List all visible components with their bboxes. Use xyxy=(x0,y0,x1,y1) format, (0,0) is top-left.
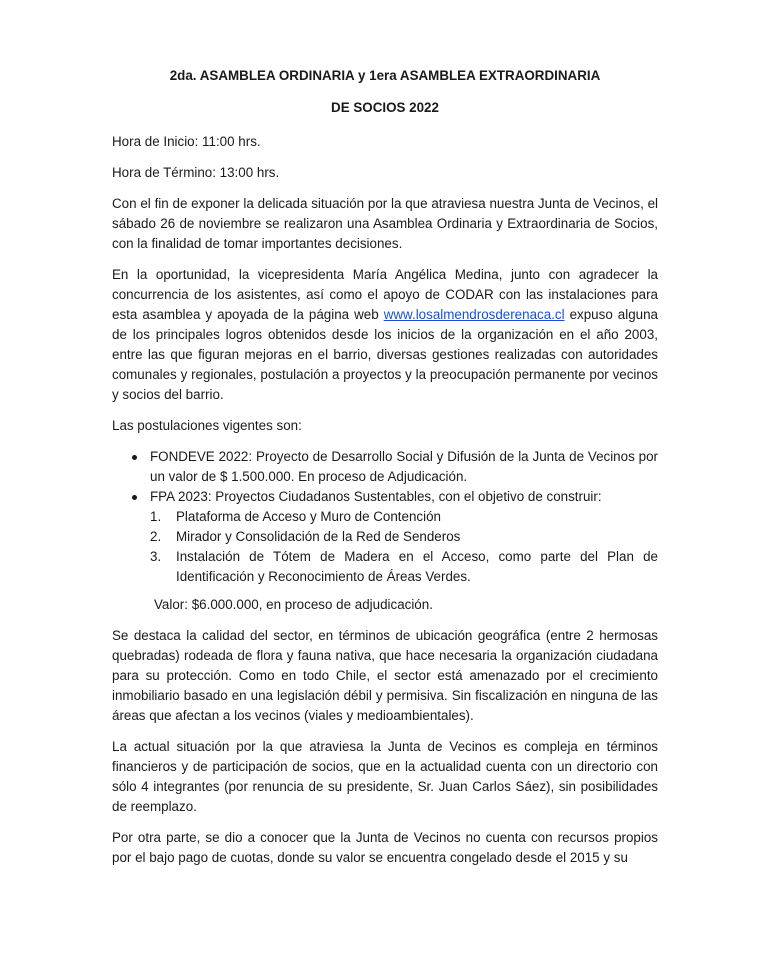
fpa-sublist xyxy=(150,507,658,587)
sublist-item xyxy=(150,547,658,587)
paragraph-vicepresident xyxy=(112,265,658,405)
paragraph-intro: Con el fin de exponer la delicada situación por la que atraviesa nuestra Junta de Vecinos, el sábado 26 de noviembre se realizaron una Asamblea Ordinaria y Extraordinaria de Socios, con la finalidad de tomar importantes decisiones. xyxy=(112,196,658,251)
document-title-line1: 2da. ASAMBLEA ORDINARIA y 1era ASAMBLEA EXTRAORDINARIA xyxy=(169,68,601,83)
document-title-line2: DE SOCIOS 2022 xyxy=(331,100,439,115)
sublist-item xyxy=(150,507,658,527)
sublist-item xyxy=(150,527,658,547)
paragraph-vicepresident-text-b: expuso alguna de los principales logros obtenidos desde los inicios de la organización en el año 2003, entre las que figuran mejoras en el barrio, diversas gestiones realizadas con autoridades comunales y regionales, postulación a proyectos y la preocupación permanente por vecinos y socios del barrio. xyxy=(112,307,658,402)
sublist-text: Mirador y Consolidación de la Red de Senderos xyxy=(176,529,461,544)
sublist-text: Plataforma de Acceso y Muro de Contención xyxy=(176,509,441,524)
paragraph-vicepresident-text-a: En la oportunidad, la vicepresidenta María Angélica Medina, junto con agradecer la concurrencia de los asistentes, así como el apoyo de CODAR con las instalaciones para esta asamblea y apoyada de la página web xyxy=(112,267,658,322)
paragraph-situation: La actual situación por la que atraviesa la Junta de Vecinos es compleja en términos financieros y de participación de socios, que en la actualidad cuenta con un directorio con sólo 4 integrantes (por renuncia de su presidente, Sr. Juan Carlos Sáez), sin posibilidades de reemplazo. xyxy=(112,739,658,814)
postulaciones-list xyxy=(112,447,658,587)
paragraph-resources: Por otra parte, se dio a conocer que la Junta de Vecinos no cuenta con recursos propios por el bajo pago de cuotas, donde su valor se encuentra congelado desde el 2015 y su xyxy=(112,830,658,865)
sublist-number: 3. xyxy=(150,549,162,564)
postulaciones-heading: Las postulaciones vigentes son: xyxy=(112,418,302,433)
website-link[interactable]: www.losalmendrosderenaca.cl xyxy=(383,307,565,322)
paragraph-sector: Se destaca la calidad del sector, en términos de ubicación geográfica (entre 2 hermosas quebradas) rodeada de flora y fauna nativa, que hace necesaria la organización ciudadana para su protección. Como en todo Chile, el sector está amenazado por el crecimiento inmobiliario basado en una legislación débil y permisiva. Sin fiscalización en ninguna de las áreas que afectan a los vecinos (viales y medioambientales). xyxy=(112,628,658,723)
fpa-value: Valor: $6.000.000, en proceso de adjudicación. xyxy=(154,597,433,612)
sublist-text: Instalación de Tótem de Madera en el Acceso, como parte del Plan de Identificación y Reconocimiento de Áreas Verdes. xyxy=(176,549,658,584)
sublist-number: 1. xyxy=(150,509,162,524)
list-item-text: FPA 2023: Proyectos Ciudadanos Sustentables, con el objetivo de construir: xyxy=(150,489,602,504)
list-item-fpa xyxy=(150,487,658,587)
start-time: Hora de Inicio: 11:00 hrs. xyxy=(112,134,261,149)
list-item-fondeve xyxy=(150,447,658,487)
list-item-text: FONDEVE 2022: Proyecto de Desarrollo Social y Difusión de la Junta de Vecinos por un valor de $ 1.500.000. En proceso de Adjudicación. xyxy=(150,449,658,484)
end-time: Hora de Término: 13:00 hrs. xyxy=(112,165,280,180)
sublist-number: 2. xyxy=(150,529,162,544)
